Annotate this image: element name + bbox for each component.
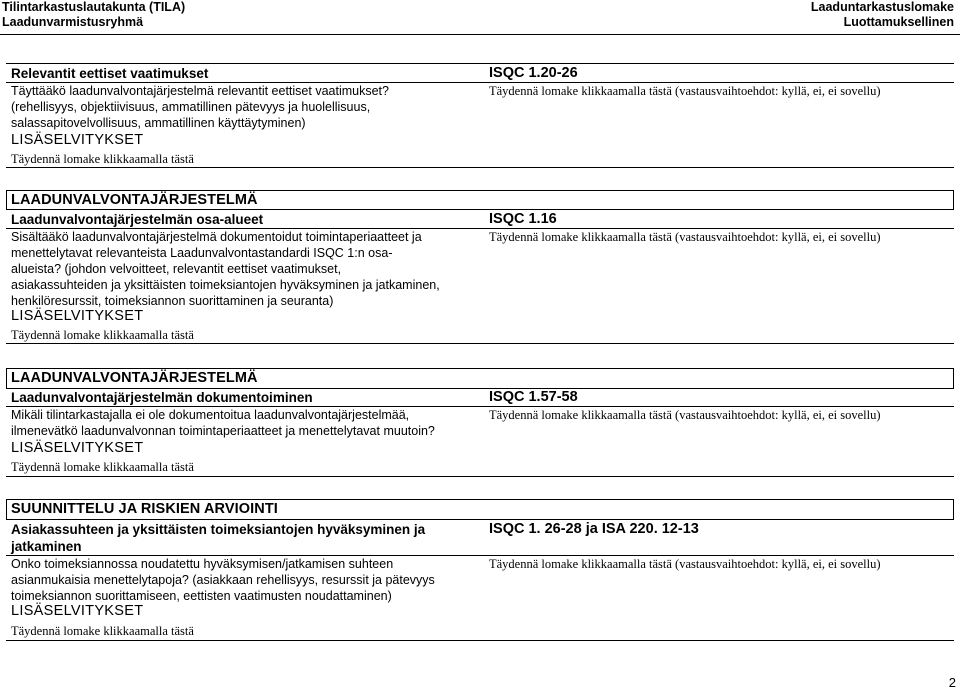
- group-name: Laadunvarmistusryhmä: [2, 15, 144, 29]
- block2-answer-field[interactable]: Täydennä lomake klikkaamalla tästä (vastausvaihtoehdot: kyllä, ei, ei sovellu): [489, 230, 881, 244]
- block3-section-header: [6, 368, 954, 389]
- block2-isqc-reference: ISQC 1.16: [489, 211, 557, 227]
- page-header-left: [2, 0, 185, 30]
- block4-question: Onko toimeksiannossa noudatettu hyväksymisen/jatkamisen suhteen asianmukaisia menettelytapoja? (asiakkaan rehellisyys, resurssit ja pätevyys toimeksiannon suorittamiseen, eettisten vaatimusten noudattaminen): [11, 557, 435, 603]
- page-number: 2: [948, 675, 956, 690]
- block3-additional-info-label: LISÄSELVITYKSET: [11, 440, 144, 456]
- block2-question: Sisältääkö laadunvalvontajärjestelmä dokumentoidut toimintaperiaatteet ja menettelytavat relevanteista Laadunvalvontastandardi ISQC 1:n osa- alueista? (johdon velvoitteet, relevantit eettiset vaatimukset, asiakassuhteiden ja yksittäisten toimeksiantojen hyväksyminen ja jatkaminen, henkilöresurssit, toimeksiannon suorittaminen ja seuranta): [11, 230, 440, 308]
- block2-section-header: [6, 190, 954, 210]
- block3-bottom-rule: [6, 476, 954, 477]
- confidentiality-label: Luottamuksellinen: [843, 15, 954, 29]
- block2-additional-info-label: LISÄSELVITYKSET: [11, 308, 144, 324]
- block4-bottom-rule: [6, 640, 954, 641]
- block4-section-title: SUUNNITTELU JA RISKIEN ARVIOINTI: [11, 501, 278, 517]
- organization-name: Tilintarkastuslautakunta (TILA): [2, 0, 186, 14]
- block1-top-rule: [6, 63, 954, 64]
- block4-subheading: Asiakassuhteen ja yksittäisten toimeksiantojen hyväksyminen ja jatkaminen: [11, 522, 426, 554]
- block3-isqc-reference: ISQC 1.57-58: [489, 389, 578, 405]
- block2-bottom-rule: [6, 343, 954, 344]
- block3-additional-info-field[interactable]: Täydennä lomake klikkaamalla tästä: [11, 460, 194, 474]
- block1-answer-field[interactable]: Täydennä lomake klikkaamalla tästä (vastausvaihtoehdot: kyllä, ei, ei sovellu): [489, 84, 881, 98]
- block2-subheading: Laadunvalvontajärjestelmän osa-alueet: [11, 212, 264, 227]
- block1-additional-info-field[interactable]: Täydennä lomake klikkaamalla tästä: [11, 152, 194, 166]
- block4-additional-info-field[interactable]: Täydennä lomake klikkaamalla tästä: [11, 624, 194, 638]
- block3-subheading: Laadunvalvontajärjestelmän dokumentoiminen: [11, 390, 313, 405]
- block1-subheading: Relevantit eettiset vaatimukset: [11, 66, 209, 81]
- block3-answer-field[interactable]: Täydennä lomake klikkaamalla tästä (vastausvaihtoehdot: kyllä, ei, ei sovellu): [489, 408, 881, 422]
- block4-answer-field[interactable]: Täydennä lomake klikkaamalla tästä (vastausvaihtoehdot: kyllä, ei, ei sovellu): [489, 557, 881, 571]
- block1-bottom-rule: [6, 167, 954, 168]
- block4-additional-info-label: LISÄSELVITYKSET: [11, 603, 144, 619]
- block2-section-title: LAADUNVALVONTAJÄRJESTELMÄ: [11, 192, 258, 208]
- block1-additional-info-label: LISÄSELVITYKSET: [11, 132, 144, 148]
- block3-section-title: LAADUNVALVONTAJÄRJESTELMÄ: [11, 370, 258, 386]
- block4-isqc-reference: ISQC 1. 26-28 ja ISA 220. 12-13: [489, 521, 699, 537]
- block1-isqc-reference: ISQC 1.20-26: [489, 65, 578, 81]
- block3-question: Mikäli tilintarkastajalla ei ole dokumentoitua laadunvalvontajärjestelmää, ilmenevätkö laadunvalvonnan toimintaperiaatteet ja menettelytavat muutoin?: [11, 408, 435, 438]
- page-header-right: [811, 0, 954, 30]
- block2-additional-info-field[interactable]: Täydennä lomake klikkaamalla tästä: [11, 328, 194, 342]
- form-name: Laaduntarkastuslomake: [810, 0, 954, 14]
- block1-question: Täyttääkö laadunvalvontajärjestelmä relevantit eettiset vaatimukset? (rehellisyys, objektiivisuus, ammatillinen pätevyys ja huolellisuus, salassapitovelvollisuus, ammatillinen käyttäytyminen): [11, 84, 389, 130]
- block4-section-header: [6, 499, 954, 520]
- header-divider: [0, 34, 960, 35]
